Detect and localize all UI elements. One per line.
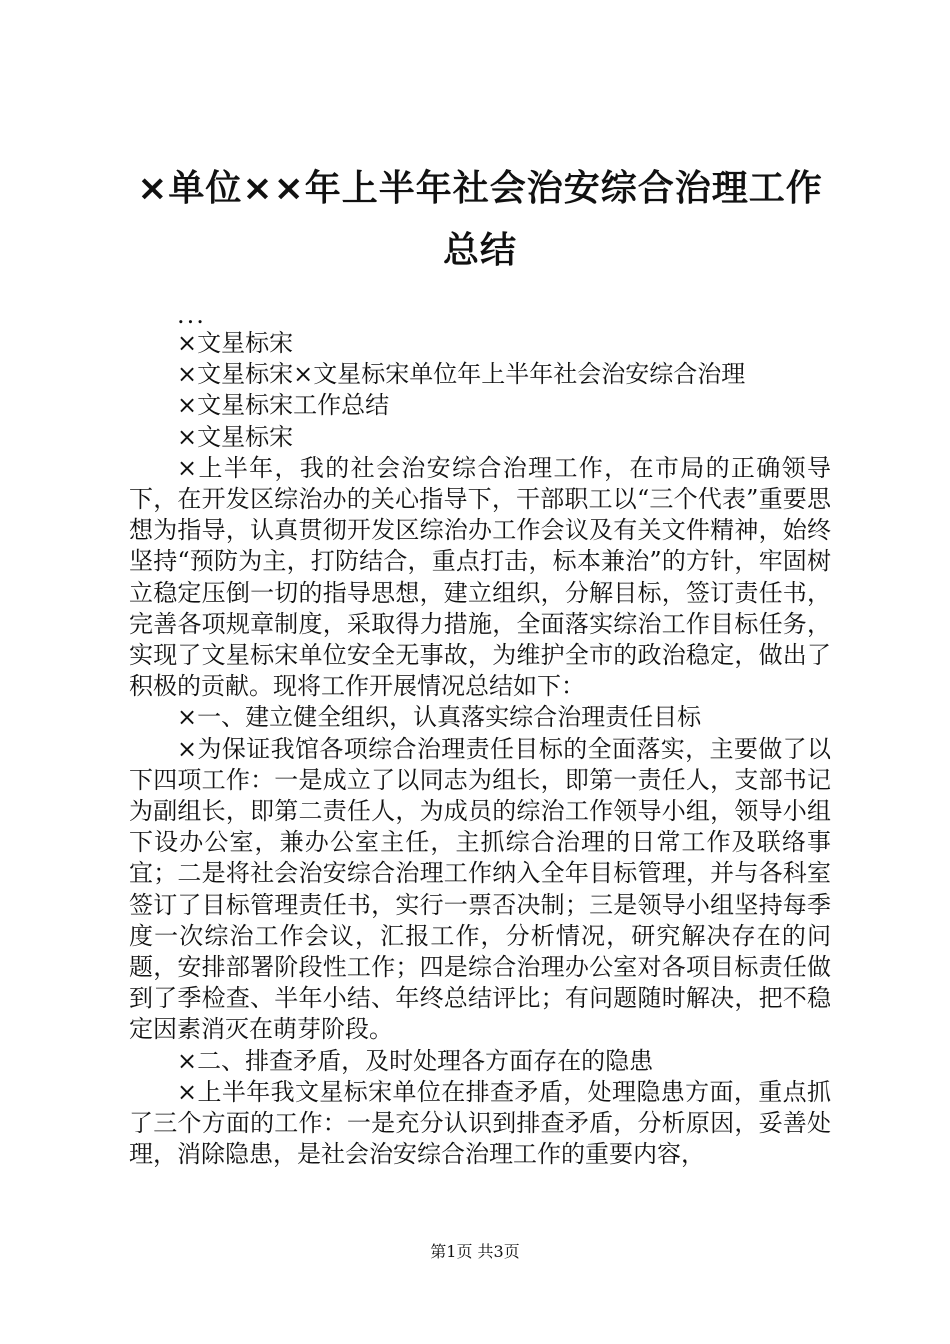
section-heading-1: ×一、建立健全组织，认真落实综合治理责任目标: [177, 703, 702, 732]
body-line-3: ×文星标宋工作总结: [177, 391, 390, 420]
document-body: [129, 302, 831, 1170]
body-line-4: ×文星标宋: [177, 422, 294, 451]
body-line-1: ×文星标宋: [177, 329, 294, 357]
ellipsis-line: ...: [177, 301, 206, 329]
section-1-paragraph: ×为保证我馆各项综合治理责任目标的全面落实，主要做了以下四项工作：一是成立了以同志为组长，即第一责任人，支部书记为副组长，即第二责任人，为成员的综治工作领导小组，领导小组下设办公室，兼办公室主任，主抓综合治理的日常工作及联络事宜；二是将社会治安综合治理工作纳入全年目标管理，并与各科室签订了目标管理责任书，实行一票否决制；三是领导小组坚持每季度一次综治工作会议，汇报工作，分析情况，研究解决存在的问题，安排部署阶段性工作；四是综合治理办公室对各项目标责任做到了季检查、半年小结、年终总结评比；有问题随时解决，把不稳定因素消灭在萌芽阶段。: [129, 734, 831, 1044]
intro-paragraph: ×上半年，我的社会治安综合治理工作，在市局的正确领导下，在开发区综治办的关心指导下，干部职工以“三个代表”重要思想为指导，认真贯彻开发区综治办工作会议及有关文件精神，始终坚持“预防为主，打防结合，重点打击，标本兼治”的方针，牢固树立稳定压倒一切的指导思想，建立组织，分解目标，签订责任书，完善各项规章制度，采取得力措施，全面落实综治工作目标任务，实现了文星标宋单位安全无事故，为维护全市的政治稳定，做出了积极的贡献。现将工作开展情况总结如下：: [129, 453, 831, 701]
body-line-2: ×文星标宋×文星标宋单位年上半年社会治安综合治理: [177, 360, 746, 389]
page-footer: 第1页 共3页: [430, 1242, 520, 1261]
section-2-paragraph: ×上半年我文星标宋单位在排查矛盾，处理隐患方面，重点抓了三个方面的工作：一是充分认识到排查矛盾，分析原因，妥善处理，消除隐患，是社会治安综合治理工作的重要内容，: [129, 1077, 831, 1169]
section-heading-2: ×二、排查矛盾，及时处理各方面存在的隐患: [177, 1046, 654, 1075]
document-title: ×单位××年上半年社会治安综合治理工作总结: [137, 168, 823, 271]
